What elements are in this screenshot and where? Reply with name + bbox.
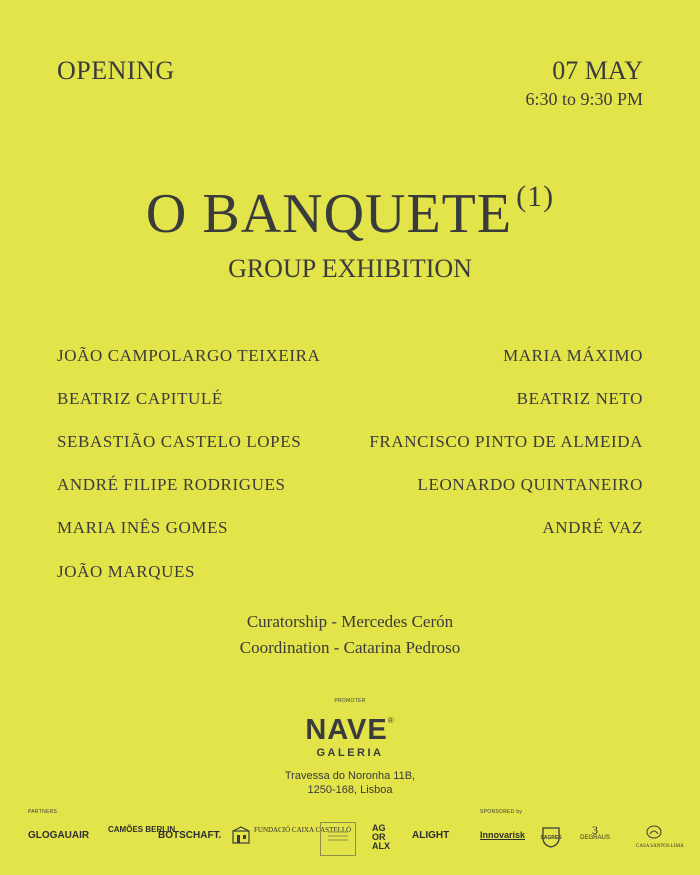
artist-name: ANDRÉ VAZ (542, 518, 643, 537)
promoter-label: PROMOTER (334, 698, 366, 704)
title-footnote: (1) (516, 180, 555, 213)
artist-name: MARIA MÁXIMO (503, 346, 643, 365)
artist-name: SEBASTIÃO CASTELO LOPES (57, 432, 302, 451)
partner-logo-botschaft: BOTSCHAFT. (158, 830, 222, 841)
nave-logo (0, 714, 700, 747)
exhibition-title (0, 180, 700, 246)
svg-text:SAGRES: SAGRES (540, 835, 562, 841)
partner-logo-agoralx: AG OR ALX (372, 823, 390, 851)
degraus-label: DEGRAUS (580, 835, 610, 841)
sponsors-label: SPONSORED by (480, 809, 523, 815)
artist-name: BEATRIZ CAPITULÉ (57, 389, 223, 408)
artist-name: JOÃO MARQUES (57, 562, 196, 581)
artist-name: JOÃO CAMPOLARGO TEIXEIRA (57, 346, 321, 365)
nave-name: NAVE (305, 714, 388, 746)
artist-name: LEONARDO QUINTANEIRO (417, 475, 643, 494)
address-line-2: 1250-168, Lisboa (307, 784, 393, 796)
casa-santos-lima-label: CASA SANTOS LIMA (636, 844, 684, 849)
nave-galeria: GALERIA (316, 747, 384, 759)
event-date: 07 MAY (552, 56, 643, 85)
event-time: 6:30 to 9:30 PM (525, 89, 643, 109)
building-icon (232, 826, 250, 844)
crest-icon (645, 825, 663, 839)
partner-logo-alight: ALIGHT (412, 830, 450, 841)
curatorship-credit: Curatorship - Mercedes Cerón (246, 612, 454, 631)
artist-name: FRANCISCO PINTO DE ALMEIDA (369, 432, 643, 451)
partner-logo-fundacio: FUNDACIÓ CAIXA CASTELLÓ (254, 826, 352, 834)
opening-label: OPENING (57, 56, 175, 85)
sagres-shield-icon (540, 826, 562, 848)
sponsor-logo-degraus (580, 823, 610, 842)
coordination-credit: Coordination - Catarina Pedroso (239, 638, 461, 657)
partner-logo-box (320, 822, 356, 856)
address-line-1: Travessa do Noronha 11B, (284, 770, 416, 782)
sponsor-logo-casa-santos-lima (636, 824, 684, 851)
exhibition-subtitle: GROUP EXHIBITION (228, 254, 472, 283)
artist-name: MARIA INÊS GOMES (57, 518, 229, 537)
partner-logo-camoes: CAMÕES BERLIN (108, 825, 176, 834)
degraus-number-icon: 3 (592, 823, 598, 837)
registered-mark: ® (387, 716, 395, 725)
artist-name: ANDRÉ FILIPE RODRIGUES (57, 475, 286, 494)
title-main: O BANQUETE (145, 183, 513, 245)
artist-name: BEATRIZ NETO (516, 389, 643, 408)
sponsor-logo-innovarisk: Innovarisk (480, 830, 526, 840)
partners-label: PARTNERS (28, 809, 58, 815)
partner-logo-glogauair: GLOGAUAIR (28, 830, 90, 841)
